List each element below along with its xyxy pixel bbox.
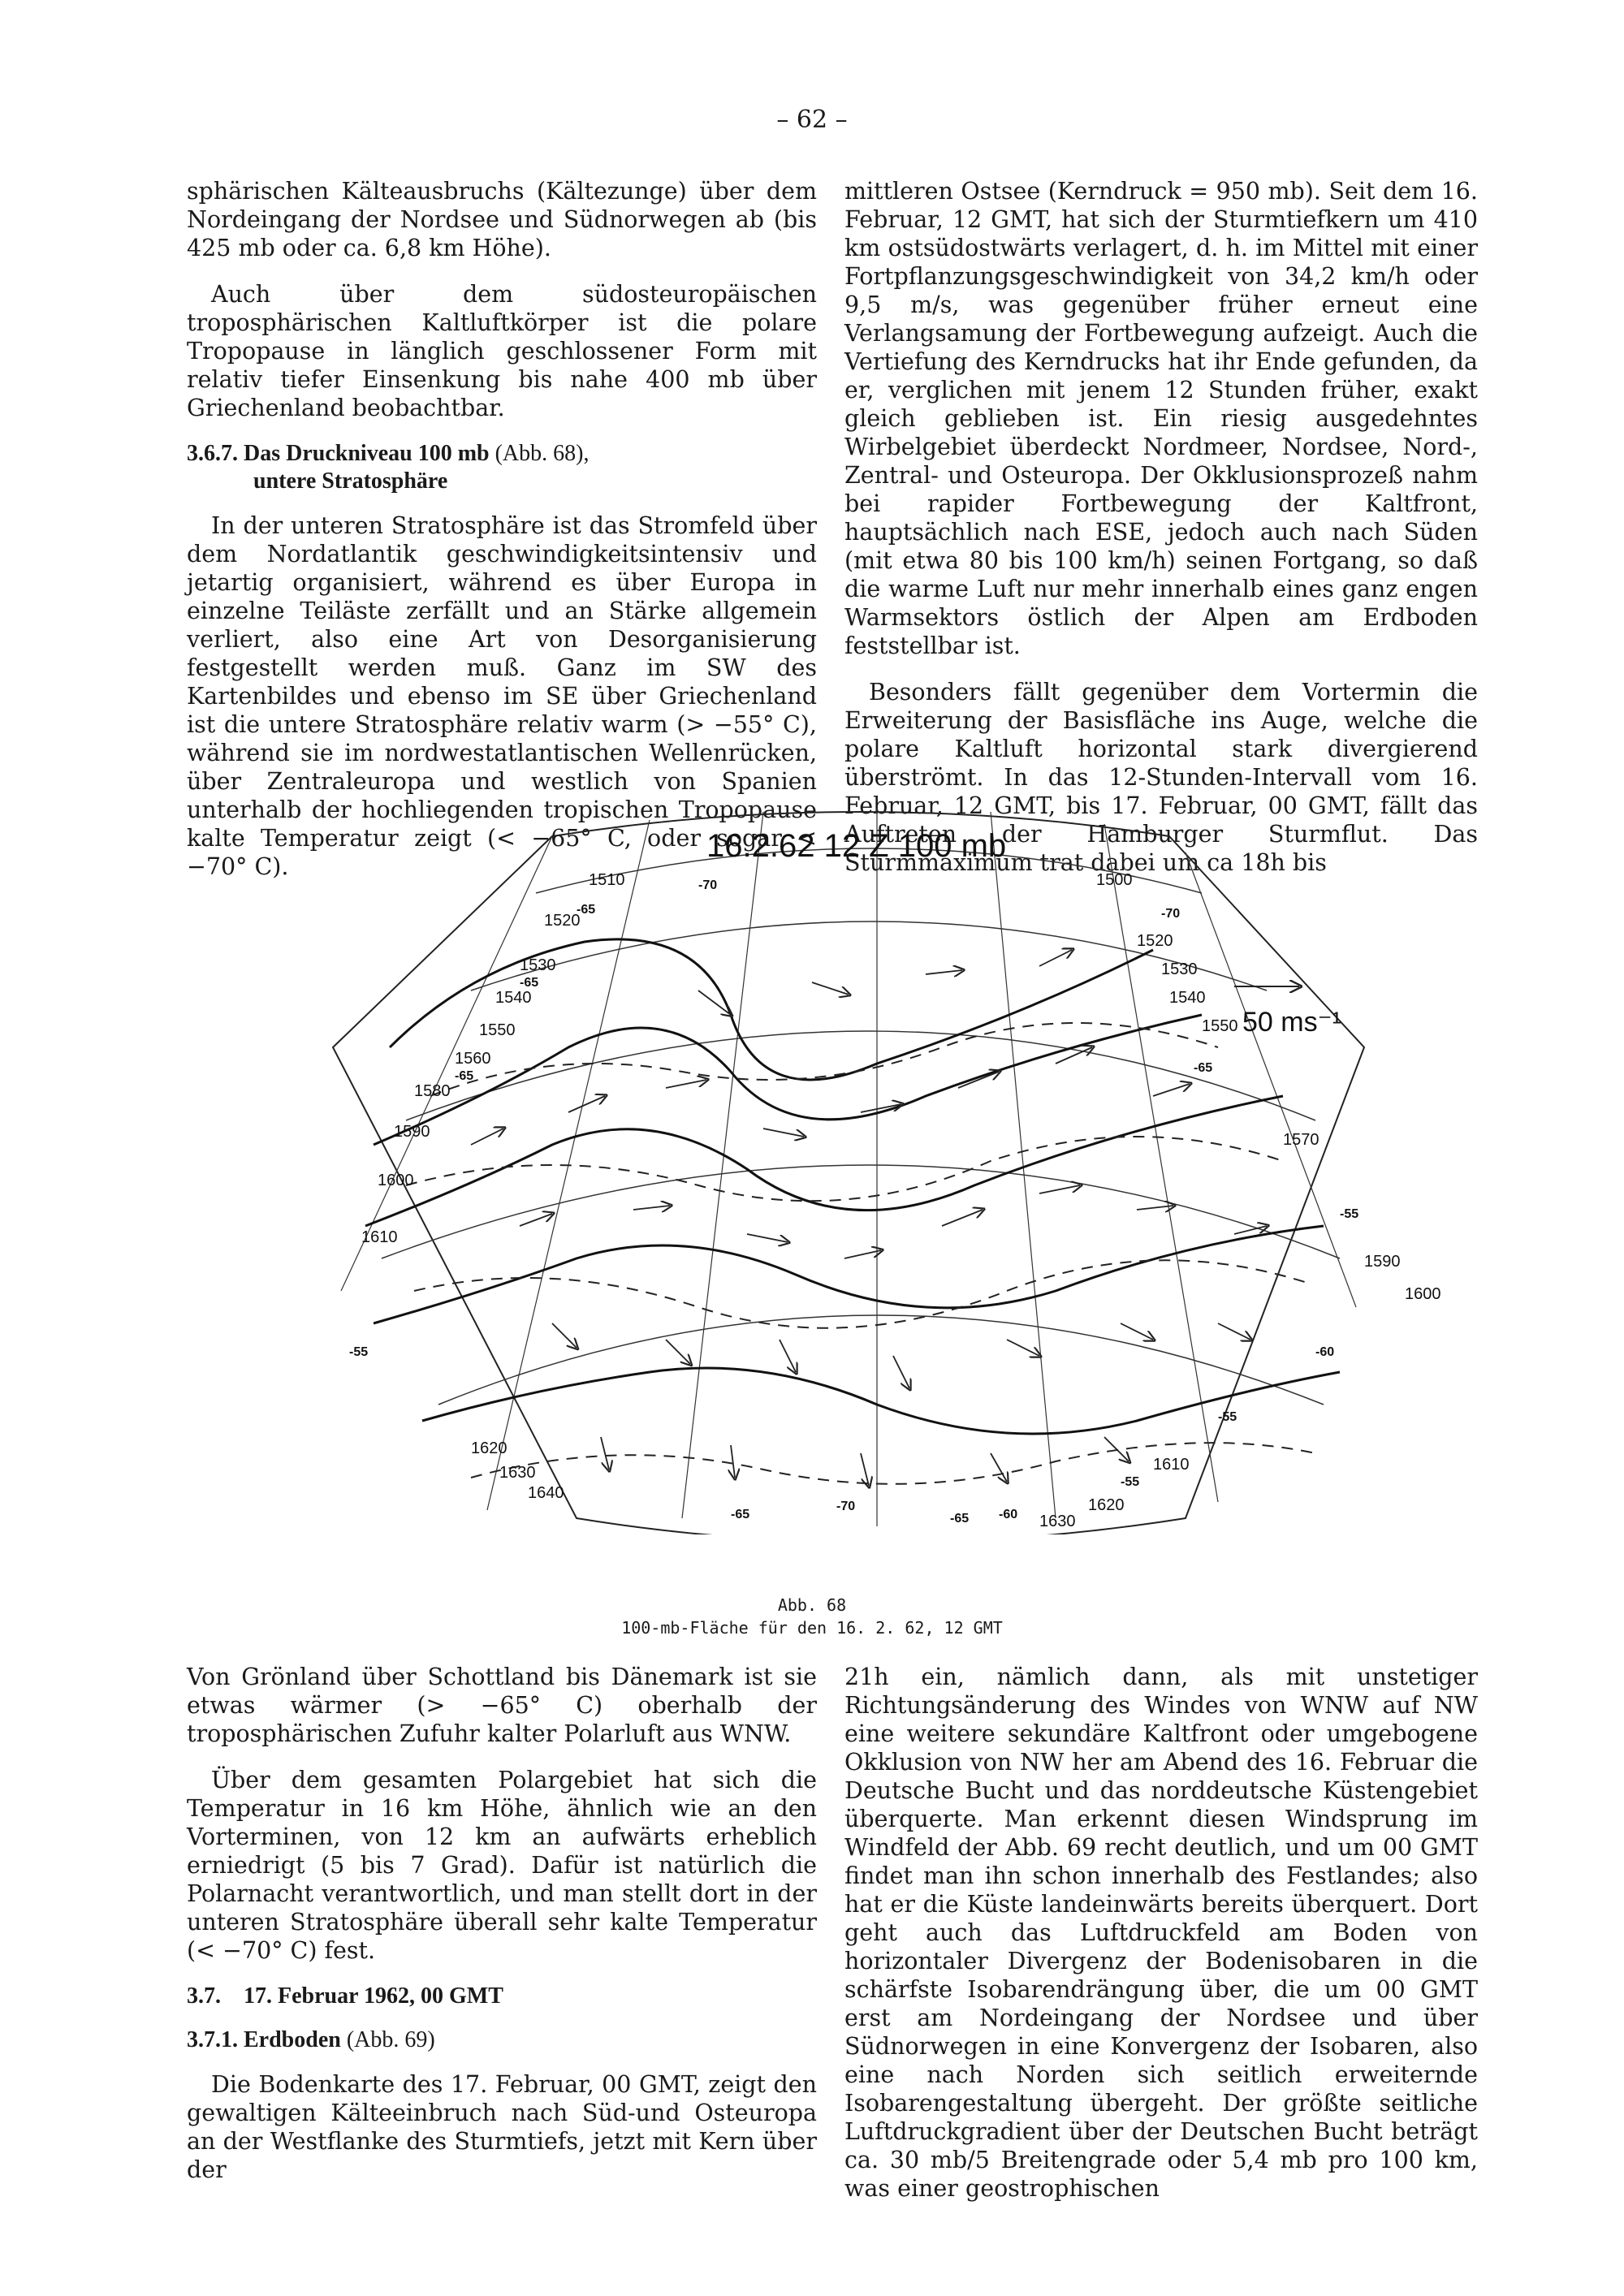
isohypse-label: 1640 bbox=[528, 1484, 564, 1502]
temperature-label: -65 bbox=[520, 976, 539, 990]
left-column-top bbox=[187, 177, 817, 899]
temperature-label: -65 bbox=[455, 1069, 474, 1083]
isohypse-label: 1510 bbox=[589, 871, 625, 889]
paragraph: mittleren Ostsee (Kerndruck = 950 mb). Seit dem 16. Februar, 12 GMT, hat sich der Sturmtiefkern um 410 km ostsüdostwärts verlagert, d. h. im Mittel mit einer Fortpflanzungsgeschwindigkeit von 34,2 km/h oder 9,5 m/s, was gegenüber früher erneut eine Verlangsamung der Fortbewegung aufzeigt. Auch die Vertiefung des Kerndrucks hat ihr Ende gefunden, da er, verglichen mit jenem 12 Stunden früher, exakt gleich geblieben ist. Ein riesig ausgedehntes Wirbelgebiet überdeckt Nordmeer, Nordsee, Nord-, Zentral- und Osteuropa. Der Okklusionsprozeß nahm bei rapider Fortbewegung der Kaltfront, hauptsächlich nach ESE, jedoch auch nach Süden (mit etwa 80 bis 100 km/h) seinen Fortgang, so daß die warme Luft nur mehr innerhalb eines ganz engen Warmsektors östlich der Alpen am Erdboden feststellbar ist. bbox=[844, 178, 1478, 659]
heading-title: 17. Februar 1962, 00 GMT bbox=[244, 1983, 503, 2009]
temperature-label: -60 bbox=[999, 1508, 1018, 1521]
section-heading-3-7-1 bbox=[187, 2026, 817, 2054]
isohypse-label: 1530 bbox=[1161, 960, 1198, 978]
right-column-bottom bbox=[844, 1663, 1478, 2220]
isohypse-label: 1580 bbox=[414, 1082, 451, 1100]
heading-number: 3.7. bbox=[187, 1983, 221, 2009]
scale-label: 50 ms⁻¹ bbox=[1242, 1007, 1341, 1038]
temperature-label: -55 bbox=[1121, 1475, 1140, 1489]
temperature-label: -70 bbox=[1161, 907, 1181, 921]
left-column-bottom bbox=[187, 1663, 817, 2202]
figure-caption-text: 100-mb-Fläche für den 16. 2. 62, 12 GMT bbox=[621, 1618, 1003, 1638]
figure-caption-label: Abb. 68 bbox=[777, 1595, 847, 1615]
temperature-label: -70 bbox=[836, 1500, 856, 1513]
right-column-top bbox=[844, 177, 1478, 895]
weather-map bbox=[309, 804, 1462, 1534]
temperature-label: -70 bbox=[698, 878, 718, 892]
figure-100mb-map bbox=[309, 804, 1462, 1534]
temperature-label: -65 bbox=[1194, 1061, 1213, 1075]
paragraph: Von Grönland über Schottland bis Dänemark ist sie etwas wärmer (> −65° C) oberhalb der troposphärischen Zufuhr kalter Polarluft aus WNW. bbox=[187, 1664, 817, 1747]
paragraph: sphärischen Kälteausbruchs (Kältezunge) über dem Nordeingang der Nordsee und Südnorwegen ab (bis 425 mb oder ca. 6,8 km Höhe). bbox=[187, 178, 817, 261]
isohypse-label: 1630 bbox=[1039, 1513, 1076, 1530]
temperature-label: -55 bbox=[349, 1345, 369, 1359]
heading-subtitle: untere Stratosphäre bbox=[253, 468, 448, 494]
wind-arrows bbox=[471, 950, 1267, 1486]
isohypse-label: 1610 bbox=[1153, 1456, 1190, 1474]
isohypse-label: 1560 bbox=[455, 1050, 491, 1068]
map-outline bbox=[333, 812, 1364, 1534]
heading-number: 3.7.1. bbox=[187, 2027, 238, 2052]
heading-title: Erdboden bbox=[244, 2027, 341, 2052]
isohypse-label: 1600 bbox=[378, 1172, 414, 1189]
isohypse-label: 1500 bbox=[1096, 871, 1133, 889]
temperature-label: -55 bbox=[1218, 1410, 1237, 1424]
paragraph: Auch über dem südosteuropäischen troposphärischen Kaltluftkörper ist die polare Tropopause in länglich geschlossener Form mit relativ tiefer Einsenkung bis nahe 400 mb über Griechenland beobachtbar. bbox=[187, 281, 817, 421]
heading-figure-ref: (Abb. 68), bbox=[495, 441, 590, 466]
latitude-arcs bbox=[382, 848, 1340, 1405]
isohypse-label: 1570 bbox=[1283, 1131, 1320, 1149]
temperature-label: -65 bbox=[577, 903, 596, 917]
paragraph: Über dem gesamten Polargebiet hat sich die Temperatur in 16 km Höhe, ähnlich wie an den Vorterminen, von 12 km an aufwärts erheblich erniedrigt (5 bis 7 Grad). Dafür ist natürlich die Polarnacht verantwortlich, und man stellt dort in der unteren Stratosphäre überall sehr kalte Temperatur (< −70° C) fest. bbox=[187, 1767, 817, 1964]
page-number: – 62 – bbox=[776, 106, 848, 134]
isohypse-label: 1520 bbox=[1137, 932, 1173, 950]
isohypse-label: 1590 bbox=[394, 1123, 430, 1141]
meridians bbox=[341, 808, 1359, 1526]
temperature-label: -65 bbox=[950, 1512, 970, 1526]
isohypse-label: 1600 bbox=[1405, 1285, 1441, 1303]
isohypse-label-group bbox=[361, 871, 1441, 1530]
isohypse-label: 1610 bbox=[361, 1228, 398, 1246]
paragraph: In der unteren Stratosphäre ist das Stromfeld über dem Nordatlantik geschwindigkeitsintensiv und jetartig organisiert, während es über Europa in einzelne Teiläste zerfällt und an Stärke allgemein verliert, also eine Art von Desorganisierung festgestellt werden muß. Ganz im SW des Kartenbildes und ebenso im SE über Griechenland ist die untere Stratosphäre relativ warm (> −55° C), während sie im nordwestatlantischen Wellenrücken, über Zentraleuropa und westlich von Spanien unterhalb der hochliegenden tropischen Tropopause kalte Temperatur zeigt (< −65° C, oder sogar < −70° C). bbox=[187, 512, 817, 880]
isohypse-label: 1620 bbox=[1088, 1496, 1125, 1514]
map-title: 16.2.62 12 Z 100 mb bbox=[706, 828, 1007, 864]
heading-title: Das Druckniveau 100 mb bbox=[244, 441, 490, 466]
isohypse-label: 1520 bbox=[544, 912, 581, 930]
isohypse-label: 1620 bbox=[471, 1439, 508, 1457]
paragraph: 21h ein, nämlich dann, als mit unstetiger Richtungsänderung des Windes von WNW auf NW eine weitere sekundäre Kaltfront oder umgebogene Okklusion von NW her am Abend des 16. Februar die Deutsche Bucht und das norddeutsche Küstengebiet überquerte. Man erkennt diesen Windsprung im Windfeld der Abb. 69 recht deutlich, und um 00 GMT findet man ihn schon innerhalb des Festlandes; also hat er die Küste landeinwärts bereits überquert. Dort geht auch das Luftdruckfeld am Boden von horizontaler Divergenz der Bodenisobaren in die schärfste Isobarendrängung über, die um 00 GMT erst am Nordeingang der Nordsee und über Südnorwegen in eine Konvergenz der Isobaren, also eine nach Norden sich seitlich erweiternde Isobarengestaltung übergeht. Der größte seitliche Luftdruckgradient über der Deutschen Bucht beträgt ca. 30 mb/5 Breitengrade oder 5,4 mb pro 100 km, was einer geostrophischen bbox=[844, 1664, 1478, 2202]
temperature-label: -55 bbox=[1340, 1207, 1359, 1221]
section-heading-3-6-7 bbox=[187, 440, 817, 495]
temperature-label-group bbox=[349, 878, 1358, 1526]
isohypse-label: 1550 bbox=[1202, 1017, 1238, 1035]
isohypse-label: 1540 bbox=[1169, 989, 1206, 1007]
isohypse-label: 1550 bbox=[479, 1021, 516, 1039]
section-heading-3-7 bbox=[187, 1983, 817, 2010]
temperature-label: -60 bbox=[1315, 1345, 1335, 1359]
paragraph: Die Bodenkarte des 17. Februar, 00 GMT, zeigt den gewaltigen Kälteeinbruch nach Süd-und Osteuropa an der Westflanke des Sturmtiefs, jetzt mit Kern über der bbox=[187, 2071, 817, 2183]
isohypse-label: 1630 bbox=[499, 1464, 536, 1482]
isohypse-label: 1530 bbox=[520, 956, 556, 974]
heading-number: 3.6.7. bbox=[187, 441, 238, 466]
temperature-label: -65 bbox=[731, 1508, 750, 1521]
isohypse-label: 1540 bbox=[495, 989, 532, 1007]
paragraph: Besonders fällt gegenüber dem Vortermin die Erweiterung der Basisfläche ins Auge, welche die polare Kaltluft horizontal stark divergierend überströmt. In das 12-Stunden-Intervall vom 16. Februar, 12 GMT, bis 17. Februar, 00 GMT, fällt das Auftreten der Hamburger Sturmflut. Das Sturmmaximum trat dabei um ca 18h bis bbox=[844, 679, 1478, 876]
heading-figure-ref: (Abb. 69) bbox=[346, 2027, 435, 2052]
isohypse-label: 1590 bbox=[1364, 1253, 1401, 1271]
